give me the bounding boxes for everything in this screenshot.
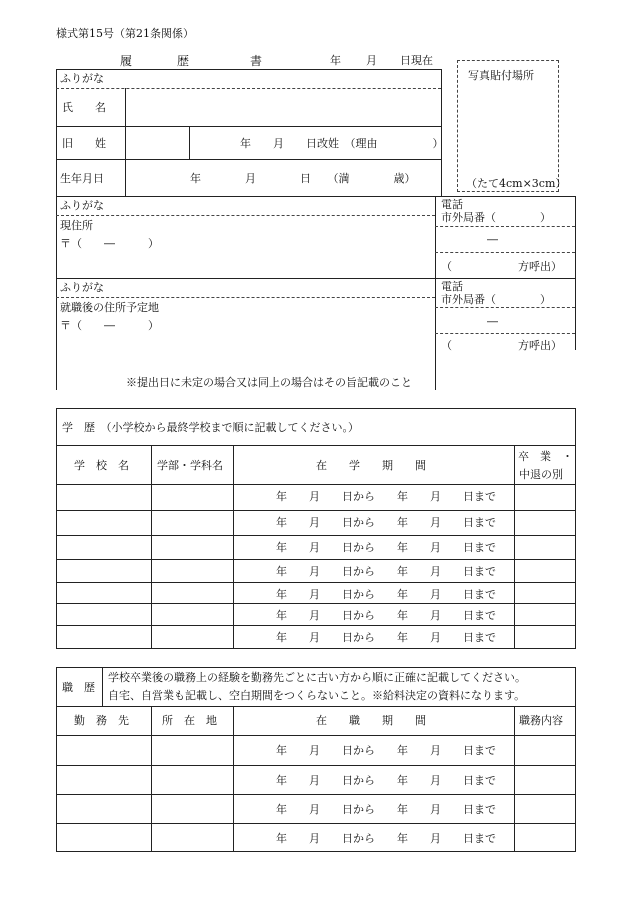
header-month: 月 (366, 54, 377, 67)
future-phone-label: 電話 (441, 280, 463, 293)
education-row[interactable] (57, 604, 575, 625)
future-area-code: 市外局番（ ） (441, 293, 551, 306)
title-char-2: 歴 (177, 54, 190, 68)
career-row[interactable] (57, 766, 575, 793)
career-note-2: 自宅、自営業も記載し、空白期間をつくらないこと。※給料決定の資料になります。 (108, 689, 526, 702)
name-field[interactable] (127, 90, 439, 125)
education-period-text: 年 月 日から 年 月 日まで (276, 516, 496, 529)
career-col-duties: 職務内容 (519, 714, 563, 727)
old-surname-label: 旧 姓 (62, 137, 106, 150)
form-number: 様式第15号（第21条関係） (56, 27, 194, 40)
current-address-field[interactable] (160, 218, 430, 274)
career-period-text: 年 月 日から 年 月 日まで (276, 744, 496, 757)
surname-change-date: 年 月 日改姓 （理由 ） (240, 137, 444, 150)
career-period-text: 年 月 日から 年 月 日まで (276, 803, 496, 816)
education-period-text: 年 月 日から 年 月 日まで (276, 490, 496, 503)
career-heading-label: 職 歴 (62, 681, 95, 694)
education-col-status-2: 中退の別 (519, 468, 563, 481)
career-row[interactable] (57, 824, 575, 851)
name-label: 氏 名 (62, 101, 106, 114)
career-col-employer: 勤 務 先 (74, 714, 129, 727)
header-day-current: 日現在 (400, 54, 433, 67)
title-char-1: 履 (120, 54, 133, 68)
future-phone-dash: ― (487, 315, 498, 328)
career-col-location: 所 在 地 (162, 714, 217, 727)
education-col-school: 学 校 名 (74, 459, 129, 472)
birth-date-label: 生年月日 (60, 172, 104, 185)
current-phone-label: 電話 (441, 198, 463, 211)
career-period-text: 年 月 日から 年 月 日まで (276, 832, 496, 845)
education-period-text: 年 月 日から 年 月 日まで (276, 565, 496, 578)
header-year: 年 (330, 54, 341, 67)
education-row[interactable] (57, 560, 575, 581)
education-period-text: 年 月 日から 年 月 日まで (276, 631, 496, 644)
education-period-text: 年 月 日から 年 月 日まで (276, 541, 496, 554)
future-address-furigana: ふりがな (60, 281, 104, 294)
current-address-label: 現住所 (60, 219, 93, 232)
current-area-code: 市外局番（ ） (441, 211, 551, 224)
career-row[interactable] (57, 795, 575, 822)
future-address-field[interactable] (160, 300, 430, 370)
education-row[interactable] (57, 511, 575, 532)
title-char-3: 書 (250, 54, 263, 68)
future-address-label: 就職後の住所予定地 (60, 301, 159, 314)
name-furigana-label: ふりがな (60, 72, 104, 85)
current-phone-caller: （ 方呼出） (441, 260, 562, 273)
current-address-postal: 〒（ ― ） (60, 237, 159, 250)
career-col-period: 在 職 期 間 (316, 714, 426, 727)
photo-size: （たて4cm×3cm） (466, 177, 567, 190)
career-row[interactable] (57, 736, 575, 763)
current-address-furigana: ふりがな (60, 199, 104, 212)
future-address-note: ※提出日に未定の場合又は同上の場合はその旨記載のこと (126, 376, 412, 389)
education-row[interactable] (57, 485, 575, 506)
current-phone-dash: ― (487, 233, 498, 246)
education-row[interactable] (57, 626, 575, 647)
education-col-period: 在 学 期 間 (316, 459, 426, 472)
education-col-faculty: 学部・学科名 (157, 459, 223, 472)
education-row[interactable] (57, 583, 575, 604)
future-phone-caller: （ 方呼出） (441, 339, 562, 352)
education-period-text: 年 月 日から 年 月 日まで (276, 588, 496, 601)
birth-date-value: 年 月 日 （満 歳） (190, 172, 416, 185)
education-col-status-1: 卒 業 ・ (518, 450, 573, 463)
education-period-text: 年 月 日から 年 月 日まで (276, 609, 496, 622)
old-surname-field[interactable] (127, 128, 187, 158)
career-note-1: 学校卒業後の職務上の経験を勤務先ごとに古い方から順に正確に記載してください。 (108, 671, 526, 684)
education-heading: 学 歴 （小学校から最終学校まで順に記載してください。） (62, 421, 359, 434)
future-address-postal: 〒（ ― ） (60, 319, 159, 332)
career-period-text: 年 月 日から 年 月 日まで (276, 774, 496, 787)
photo-label: 写真貼付場所 (468, 69, 534, 82)
education-row[interactable] (57, 536, 575, 557)
